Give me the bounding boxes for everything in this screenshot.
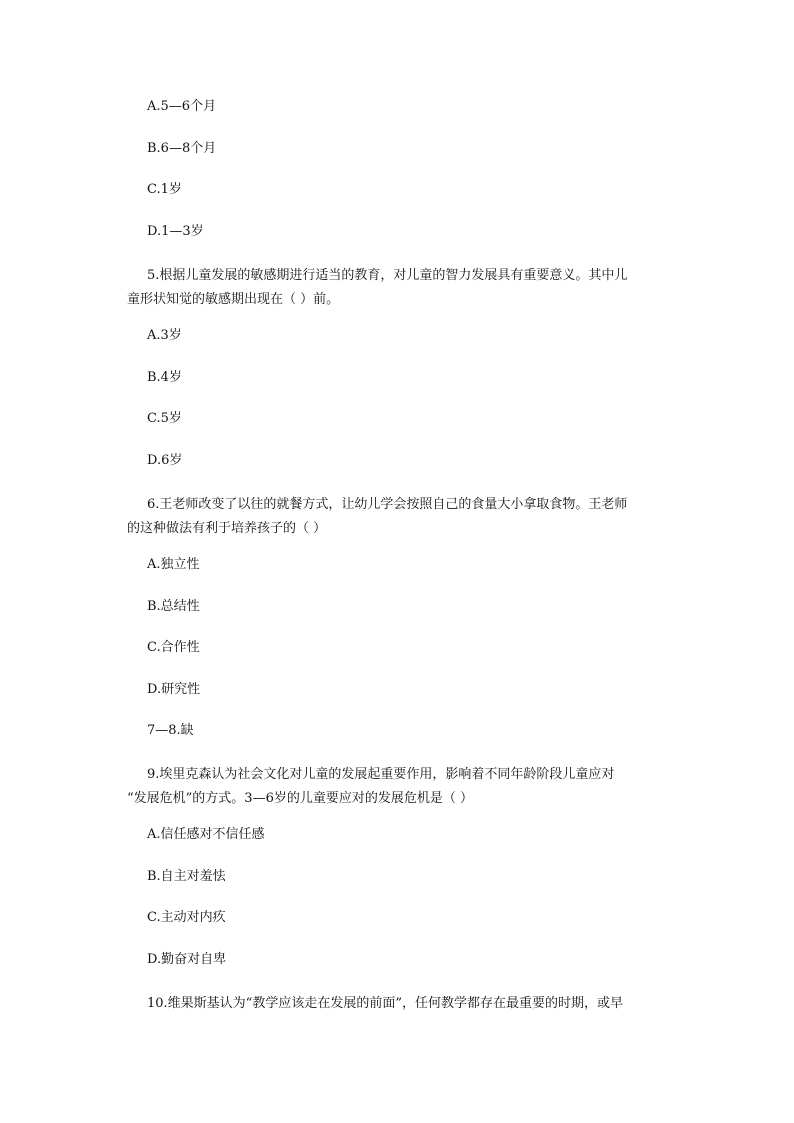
- question-10-line1: 10.维果斯基认为“教学应该走在发展的前面”，任何教学都存在最重要的时期，或早: [147, 996, 623, 1011]
- question-5-line1: 5.根据儿童发展的敏感期进行适当的教育，对儿童的智力发展具有重要意义。其中儿: [147, 268, 628, 283]
- q4-option-a: A.5—6个月: [147, 99, 217, 114]
- q5-option-d: D.6岁: [147, 453, 183, 468]
- q9-option-c: C.主动对内疚: [147, 910, 226, 925]
- q9-option-a: A.信任感对不信任感: [147, 827, 265, 842]
- q9-option-d: D.勤奋对自卑: [147, 952, 227, 967]
- question-5: [127, 264, 687, 312]
- q9-option-b: B.自主对羞怯: [147, 869, 226, 884]
- question-5-line2: 童形状知觉的敏感期出现在（ ）前。: [127, 292, 340, 307]
- question-6-line1: 6.王老师改变了以往的就餐方式，让幼儿学会按照自己的食量大小拿取食物。王老师: [147, 497, 628, 512]
- q5-option-c: C.5岁: [147, 411, 182, 426]
- q6-option-c: C.合作性: [147, 640, 200, 655]
- question-9-line1: 9.埃里克森认为社会文化对儿童的发展起重要作用，影响着不同年龄阶段儿童应对: [147, 767, 615, 782]
- question-9: [127, 763, 687, 811]
- q4-option-c: C.1岁: [147, 182, 182, 197]
- q6-option-a: A.独立性: [147, 557, 200, 572]
- q6-option-d: D.研究性: [147, 682, 201, 697]
- question-6: [127, 493, 687, 541]
- question-7-8: 7—8.缺: [147, 723, 194, 738]
- q5-option-b: B.4岁: [147, 370, 182, 385]
- q5-option-a: A.3岁: [147, 328, 182, 343]
- question-9-line2: “发展危机”的方式。3—6岁的儿童要应对的发展危机是（ ）: [127, 791, 473, 806]
- q6-option-b: B.总结性: [147, 599, 200, 614]
- question-10: [127, 992, 687, 1016]
- question-6-line2: 的这种做法有利于培养孩子的（ ）: [127, 521, 327, 536]
- q4-option-b: B.6—8个月: [147, 141, 217, 156]
- q4-option-d: D.1—3岁: [147, 224, 204, 239]
